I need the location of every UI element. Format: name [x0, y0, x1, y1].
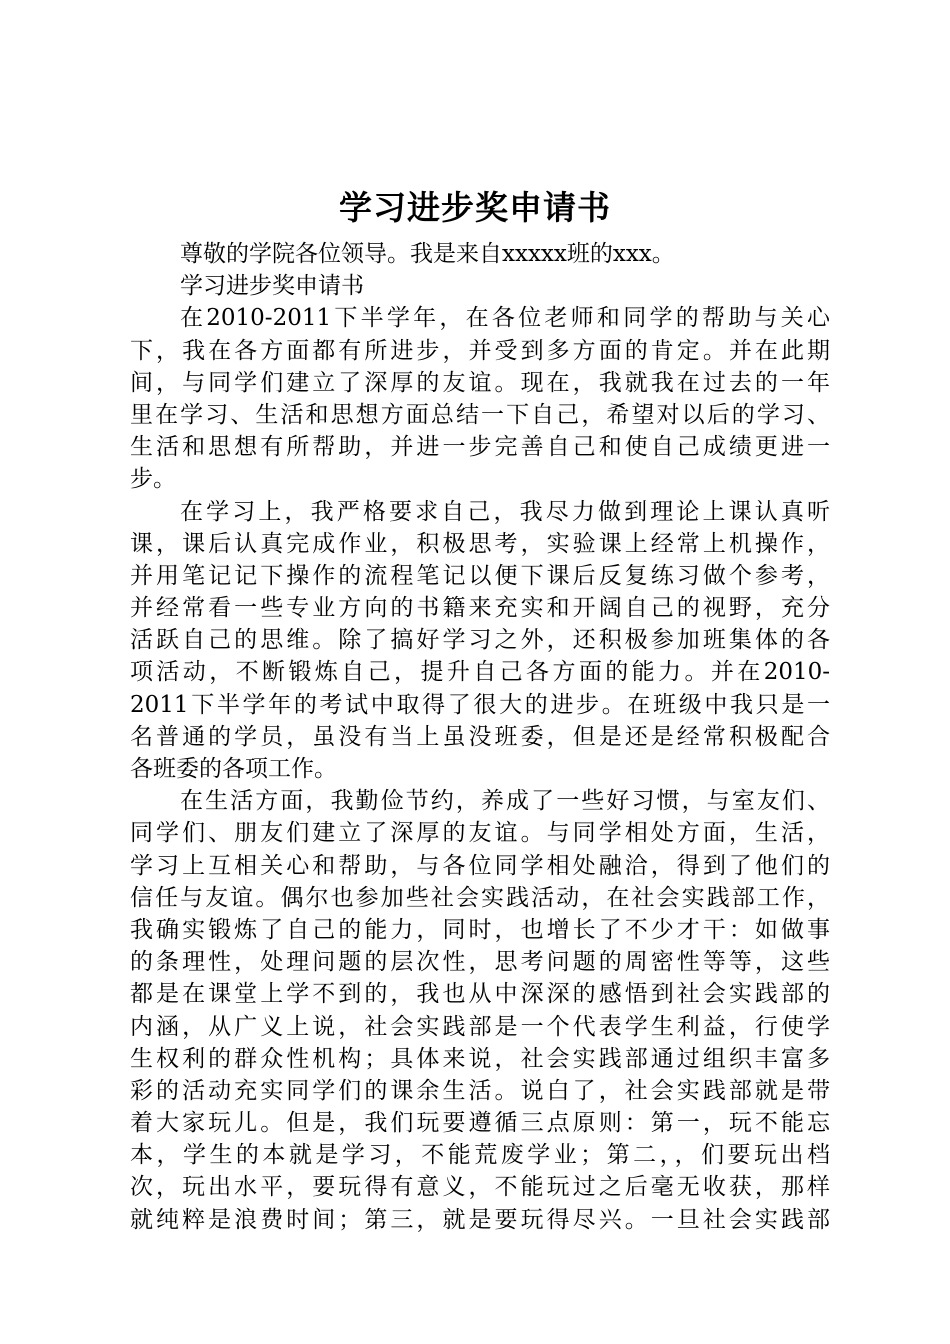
- text-line: 学习上互相关心和帮助，与各位同学相处融洽，得到了他们的: [130, 852, 830, 879]
- text-line: 间，与同学们建立了深厚的友谊。现在，我就我在过去的一年: [130, 369, 830, 396]
- document-body: [130, 238, 830, 1236]
- text-line: 步。: [130, 466, 176, 493]
- text-line: 学习进步奖申请书: [180, 273, 364, 300]
- text-line: 次，玩出水平，要玩得有意义，不能玩过之后毫无收获，那样: [130, 1174, 830, 1201]
- text-line: 内涵，从广义上说，社会实践部是一个代表学生利益，行使学: [130, 1013, 830, 1040]
- text-line: 都是在课堂上学不到的，我也从中深深的感悟到社会实践部的: [130, 981, 830, 1008]
- text-line: 彩的活动充实同学们的课余生活。说白了，社会实践部就是带: [130, 1077, 830, 1104]
- text-line: 我确实锻炼了自己的能力，同时，也增长了不少才干：如做事: [130, 916, 830, 943]
- text-line: 生权利的群众性机构；具体来说，社会实践部通过组织丰富多: [130, 1045, 830, 1072]
- text-line: 在2010-2011下半学年，在各位老师和同学的帮助与关心: [180, 305, 830, 332]
- text-line: 信任与友谊。偶尔也参加些社会实践活动，在社会实践部工作，: [130, 884, 830, 911]
- text-line: 尊敬的学院各位领导。我是来自xxxxx班的xxx。: [180, 241, 675, 267]
- text-line: 着大家玩儿。但是，我们玩要遵循三点原则：第一，玩不能忘: [130, 1110, 830, 1137]
- text-line: 里在学习、生活和思想方面总结一下自己，希望对以后的学习、: [130, 401, 830, 428]
- document-title: 学习进步奖申请书: [339, 188, 611, 227]
- text-line: 同学们、朋友们建立了深厚的友谊。与同学相处方面，生活，: [130, 820, 830, 847]
- text-line: 生活和思想有所帮助，并进一步完善自己和使自己成绩更进一: [130, 434, 830, 461]
- text-line: 并用笔记记下操作的流程笔记以便下课后反复练习做个参考，: [130, 562, 830, 589]
- text-line: 在生活方面，我勤俭节约，养成了一些好习惯，与室友们、: [180, 788, 830, 815]
- text-line: 的条理性，处理问题的层次性，思考问题的周密性等等，这些: [130, 949, 830, 976]
- text-line: 名普通的学员，虽没有当上虽没班委，但是还是经常积极配合: [130, 723, 830, 750]
- text-line: 课，课后认真完成作业，积极思考，实验课上经常上机操作，: [130, 530, 830, 557]
- text-line: 并经常看一些专业方向的书籍来充实和开阔自己的视野，充分: [130, 595, 830, 622]
- text-line: 下，我在各方面都有所进步，并受到多方面的肯定。并在此期: [130, 337, 830, 364]
- text-line: 就纯粹是浪费时间；第三，就是要玩得尽兴。一旦社会实践部: [130, 1206, 830, 1233]
- text-line: 本，学生的本就是学习，不能荒废学业；第二，，们要玩出档: [130, 1142, 830, 1169]
- text-line: 在学习上，我严格要求自己，我尽力做到理论上课认真听: [180, 498, 830, 525]
- text-line: 各班委的各项工作。: [130, 756, 337, 782]
- text-line: 2011下半学年的考试中取得了很大的进步。在班级中我只是一: [130, 691, 830, 718]
- text-line: 项活动，不断锻炼自己，提升自己各方面的能力。并在2010-: [130, 659, 830, 686]
- text-line: 活跃自己的思维。除了搞好学习之外，还积极参加班集体的各: [130, 627, 830, 654]
